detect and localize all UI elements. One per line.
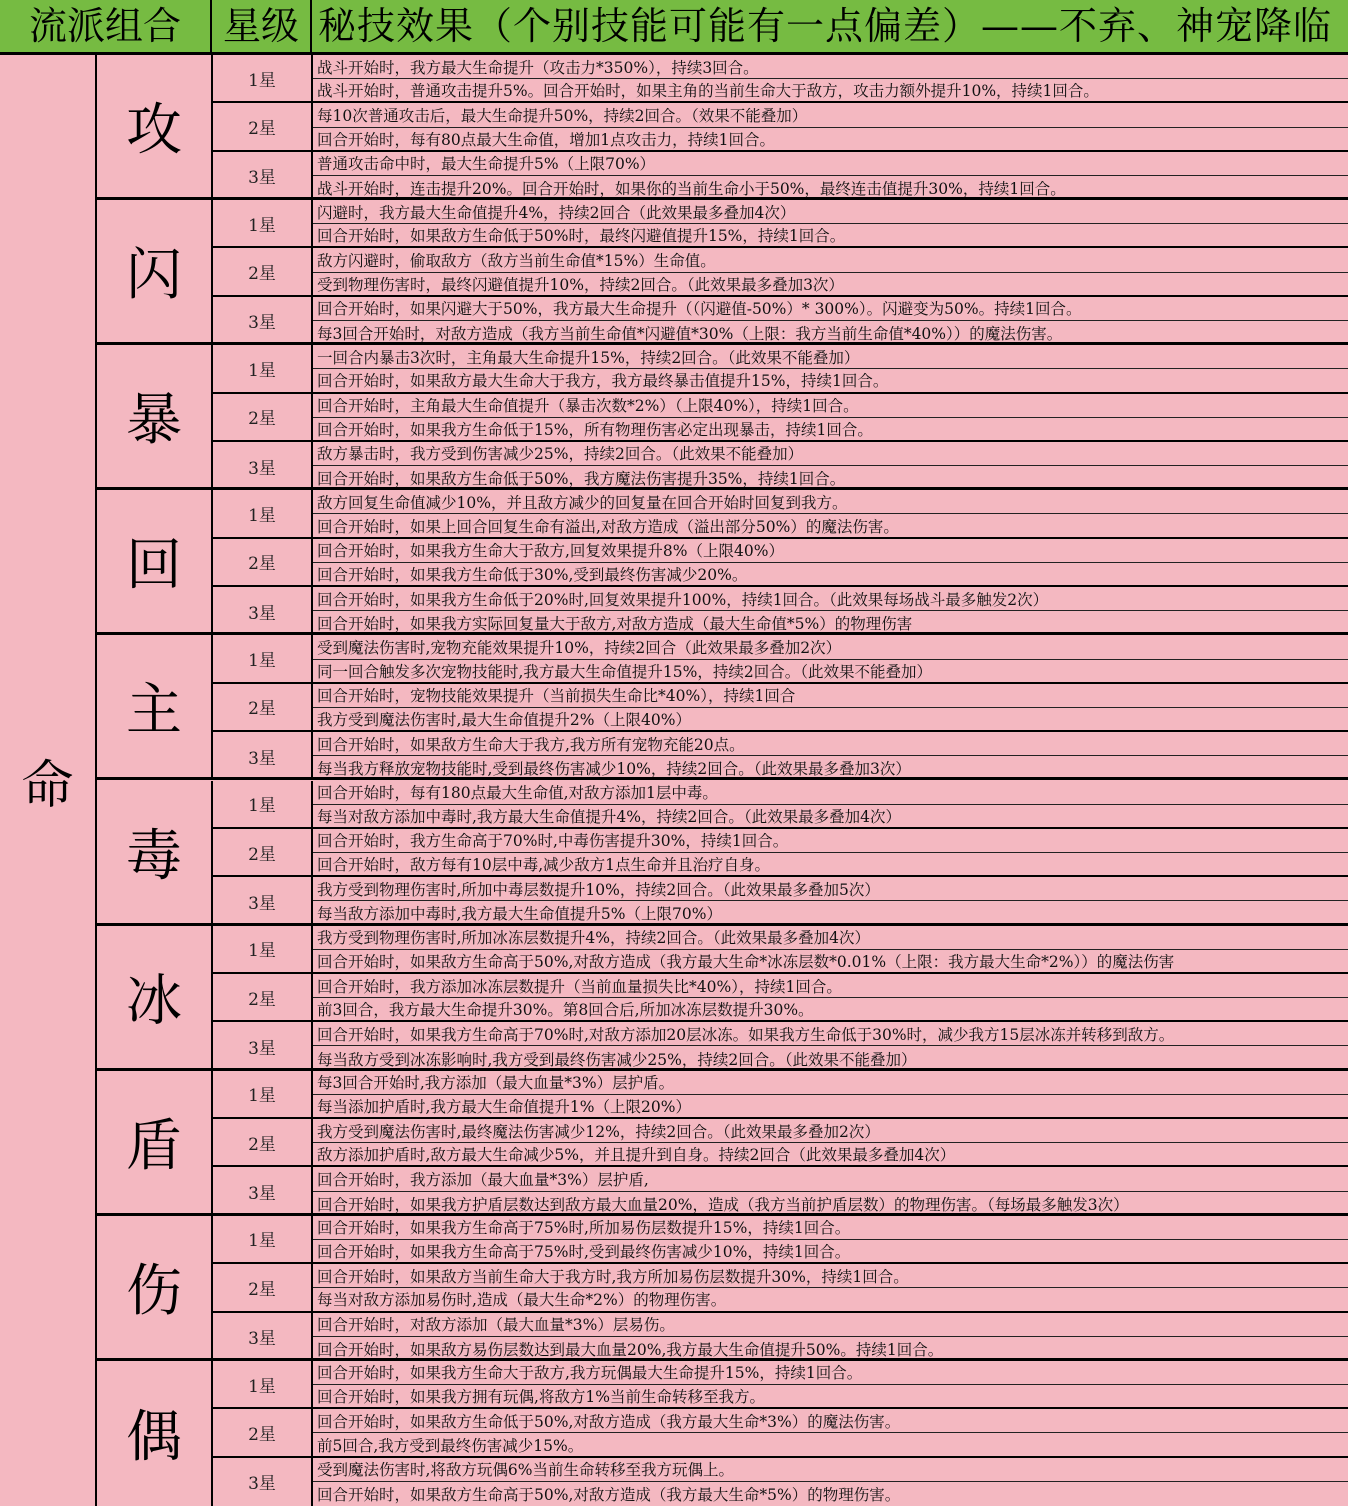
star-level-cell: 2星 <box>213 1409 313 1457</box>
star-level-cell: 2星 <box>213 684 313 732</box>
group-name-cell: 毒 <box>97 781 213 923</box>
header-school: 流派组合 <box>0 0 212 53</box>
effect-cell: 每当对敌方添加易伤时,造成（最大生命*2%）的物理伤害。 <box>313 1288 1348 1312</box>
effect-cell: 回合开始时，如果我方生命高于70%时,对敌方添加20层冰冻。如果我方生命低于30%时，减少我方15层冰冻并转移到敌方。 <box>313 1022 1348 1046</box>
effect-cell: 我方受到物理伤害时,所加中毒层数提升10%，持续2回合。（此效果最多叠加5次） <box>313 877 1348 901</box>
effect-cell: 回合开始时，我方添加（最大血量*3%）层护盾, <box>313 1167 1348 1191</box>
effect-cell: 回合开始时，如果敌方生命高于50%,对敌方造成（我方最大生命*5%）的物理伤害。 <box>317 1485 901 1504</box>
effect-cell: 回合开始时，如果我方生命低于15%，所有物理伤害必定出现暴击，持续1回合。 <box>313 418 1348 442</box>
effect-cell: 回合开始时，如果敌方生命大于我方,我方所有宠物充能20点。 <box>313 732 1348 756</box>
star-level-cell: 3星 <box>213 1458 313 1506</box>
group-name-cell: 盾 <box>97 1071 213 1213</box>
effect-cell: 同一回合触发多次宠物技能时,我方最大生命值提升15%，持续2回合。（此效果不能叠加） <box>313 660 1348 684</box>
header-effect: 秘技效果（个别技能可能有一点偏差）——不弃、神宠降临 <box>318 4 1333 48</box>
effect-cell: 受到魔法伤害时,宠物充能效果提升10%，持续2回合（此效果最多叠加2次） <box>313 635 1348 659</box>
star-level-cell: 3星 <box>213 1167 313 1215</box>
effect-cell: 我方受到魔法伤害时,最大生命值提升2%（上限40%） <box>313 708 1348 732</box>
star-level-cell: 1星 <box>213 781 313 829</box>
star-level-cell: 2星 <box>213 394 313 442</box>
effect-cell: 回合开始时，如果上回合回复生命有溢出,对敌方造成（溢出部分50%）的魔法伤害。 <box>313 514 1348 538</box>
star-level-cell: 1星 <box>213 55 313 103</box>
effect-cell: 回合开始时，如果敌方生命低于50%,对敌方造成（我方最大生命*3%）的魔法伤害。 <box>313 1409 1348 1433</box>
star-level-cell: 3星 <box>213 732 313 780</box>
effect-cell: 每当敌方添加中毒时,我方最大生命值提升5%（上限70%） <box>317 905 722 924</box>
star-level-cell: 2星 <box>213 539 313 587</box>
effect-cell: 回合开始时，每有80点最大生命值，增加1点攻击力，持续1回合。 <box>313 128 1348 152</box>
effect-cell: 前5回合,我方受到最终伤害减少15%。 <box>313 1433 1348 1457</box>
group-name-cell: 暴 <box>97 345 213 487</box>
star-level-cell: 1星 <box>213 490 313 538</box>
star-level-cell: 3星 <box>213 1022 313 1070</box>
star-level-cell: 3星 <box>213 442 313 490</box>
star-level-cell: 3星 <box>213 152 313 200</box>
star-level-cell: 3星 <box>213 1313 313 1361</box>
group-name-cell: 回 <box>97 490 213 632</box>
effect-cell: 回合开始时，如果我方护盾层数达到敌方最大血量20%，造成（我方当前护盾层数）的物理伤害。（每场最多触发3次） <box>317 1195 1129 1214</box>
effect-cell: 每当敌方受到冰冻影响时,我方受到最终伤害减少25%，持续2回合。（此效果不能叠加） <box>317 1050 917 1069</box>
effect-cell: 回合开始时，敌方每有10层中毒,减少敌方1点生命并且治疗自身。 <box>313 853 1348 877</box>
effect-cell: 回合开始时，主角最大生命值提升（暴击次数*2%）（上限40%），持续1回合。 <box>313 394 1348 418</box>
effect-cell: 回合开始时，如果我方拥有玩偶,将敌方1%当前生命转移至我方。 <box>313 1385 1348 1409</box>
effect-cell: 回合开始时，如果敌方当前生命大于我方时,我方所加易伤层数提升30%，持续1回合。 <box>313 1264 1348 1288</box>
star-level-cell: 2星 <box>213 974 313 1022</box>
group-name-cell: 闪 <box>97 200 213 342</box>
star-level-cell: 1星 <box>213 345 313 393</box>
effect-cell: 战斗开始时，普通攻击提升5%。回合开始时，如果主角的当前生命大于敌方，攻击力额外提升10%，持续1回合。 <box>313 79 1348 103</box>
effect-cell: 回合开始时，如果我方生命大于敌方,我方玩偶最大生命提升15%，持续1回合。 <box>313 1361 1348 1385</box>
effect-cell: 一回合内暴击3次时，主角最大生命提升15%，持续2回合。（此效果不能叠加） <box>313 345 1348 369</box>
group-name-cell: 攻 <box>97 55 213 197</box>
main-category-cell: 命 <box>0 55 97 1506</box>
effect-cell: 闪避时，我方最大生命值提升4%，持续2回合（此效果最多叠加4次） <box>313 200 1348 224</box>
group-row <box>97 1216 1348 1361</box>
star-level-cell: 2星 <box>213 1119 313 1167</box>
effect-cell: 回合开始时，如果我方生命高于75%时,受到最终伤害减少10%，持续1回合。 <box>313 1240 1348 1264</box>
effect-cell: 回合开始时，对敌方添加（最大血量*3%）层易伤。 <box>313 1313 1348 1337</box>
star-level-cell: 3星 <box>213 297 313 345</box>
group-row <box>97 490 1348 635</box>
effect-cell: 每当对敌方添加中毒时,我方最大生命值提升4%，持续2回合。（此效果最多叠加4次） <box>313 805 1348 829</box>
effect-cell: 回合开始时，如果敌方生命低于50%时，最终闪避值提升15%，持续1回合。 <box>313 224 1348 248</box>
effect-cell: 每3回合开始时,我方添加（最大血量*3%）层护盾。 <box>313 1071 1348 1095</box>
star-level-cell: 1星 <box>213 1216 313 1264</box>
table-header <box>0 0 1348 55</box>
effect-cell: 每当我方释放宠物技能时,受到最终伤害减少10%，持续2回合。（此效果最多叠加3次） <box>317 760 911 779</box>
header-star-level: 星级 <box>212 0 312 53</box>
effect-cell: 回合开始时，如果敌方最大生命大于我方，我方最终暴击值提升15%，持续1回合。 <box>313 369 1348 393</box>
group-row <box>97 345 1348 490</box>
effect-cell: 每当添加护盾时,我方最大生命值提升1%（上限20%） <box>313 1095 1348 1119</box>
effect-cell: 回合开始时，我方添加冰冻层数提升（当前血量损失比*40%），持续1回合。 <box>313 974 1348 998</box>
star-level-cell: 1星 <box>213 926 313 974</box>
effect-cell: 回合开始时，如果我方生命高于75%时,所加易伤层数提升15%，持续1回合。 <box>313 1216 1348 1240</box>
star-level-cell: 1星 <box>213 635 313 683</box>
effect-cell: 回合开始时，宠物技能效果提升（当前损失生命比*40%），持续1回合 <box>313 684 1348 708</box>
effect-cell: 回合开始时，如果我方生命低于20%时,回复效果提升100%，持续1回合。（此效果每场战斗最多触发2次） <box>313 587 1348 611</box>
star-level-cell: 2星 <box>213 248 313 296</box>
group-row <box>97 635 1348 780</box>
effect-cell: 敌方闪避时，偷取敌方（敌方当前生命值*15%）生命值。 <box>313 248 1348 272</box>
group-row <box>97 200 1348 345</box>
effect-cell: 回合开始时，如果我方实际回复量大于敌方,对敌方造成（最大生命值*5%）的物理伤害 <box>317 615 913 634</box>
effect-cell: 敌方添加护盾时,敌方最大生命减少5%，并且提升到自身。持续2回合（此效果最多叠加4次） <box>313 1143 1348 1167</box>
effect-cell: 回合开始时，如果敌方生命高于50%,对敌方造成（我方最大生命*冰冻层数*0.01%（上限：我方最大生命*2%））的魔法伤害 <box>313 950 1348 974</box>
group-row <box>97 781 1348 926</box>
star-level-cell: 2星 <box>213 103 313 151</box>
effect-cell: 敌方暴击时，我方受到伤害减少25%，持续2回合。（此效果不能叠加） <box>313 442 1348 466</box>
effect-cell: 回合开始时，每有180点最大生命值,对敌方添加1层中毒。 <box>313 781 1348 805</box>
group-row <box>97 1071 1348 1216</box>
effect-cell: 回合开始时，如果敌方易伤层数达到最大血量20%,我方最大生命值提升50%。持续1回合。 <box>317 1340 944 1359</box>
effect-cell: 受到魔法伤害时,将敌方玩偶6%当前生命转移至我方玩偶上。 <box>313 1458 1348 1482</box>
star-level-cell: 2星 <box>213 1264 313 1312</box>
effect-cell: 回合开始时，如果我方生命大于敌方,回复效果提升8%（上限40%） <box>313 539 1348 563</box>
effect-cell: 回合开始时，如果闪避大于50%，我方最大生命提升（（闪避值-50%）* 300%）。闪避变为50%。持续1回合。 <box>313 297 1348 321</box>
group-name-cell: 主 <box>97 635 213 777</box>
effect-cell: 战斗开始时，我方最大生命提升（攻击力*350%），持续3回合。 <box>313 55 1348 79</box>
star-level-cell: 3星 <box>213 877 313 925</box>
effect-cell: 战斗开始时，连击提升20%。回合开始时，如果你的当前生命小于50%，最终连击值提升30%，持续1回合。 <box>317 179 1066 198</box>
effect-cell: 回合开始时，我方生命高于70%时,中毒伤害提升30%，持续1回合。 <box>313 829 1348 853</box>
effect-cell: 回合开始时，如果我方生命低于30%,受到最终伤害减少20%。 <box>313 563 1348 587</box>
effect-cell: 我方受到魔法伤害时,最终魔法伤害减少12%，持续2回合。（此效果最多叠加2次） <box>313 1119 1348 1143</box>
group-row <box>97 1361 1348 1506</box>
effect-cell: 我方受到物理伤害时,所加冰冻层数提升4%，持续2回合。（此效果最多叠加4次） <box>313 926 1348 950</box>
effect-cell: 每10次普通攻击后，最大生命提升50%，持续2回合。（效果不能叠加） <box>313 103 1348 127</box>
group-row <box>97 926 1348 1071</box>
star-level-cell: 1星 <box>213 1361 313 1409</box>
effect-cell: 敌方回复生命值减少10%，并且敌方减少的回复量在回合开始时回复到我方。 <box>313 490 1348 514</box>
star-level-cell: 3星 <box>213 587 313 635</box>
effect-cell: 受到物理伤害时，最终闪避值提升10%，持续2回合。（此效果最多叠加3次） <box>313 273 1348 297</box>
star-level-cell: 1星 <box>213 200 313 248</box>
effect-cell: 每3回合开始时，对敌方造成（我方当前生命值*闪避值*30%（上限：我方当前生命值*40%））的魔法伤害。 <box>317 325 1063 344</box>
star-level-cell: 1星 <box>213 1071 313 1119</box>
group-name-cell: 伤 <box>97 1216 213 1358</box>
group-name-cell: 偶 <box>97 1361 213 1506</box>
star-level-cell: 2星 <box>213 829 313 877</box>
effect-cell: 普通攻击命中时，最大生命提升5%（上限70%） <box>313 152 1348 176</box>
effect-cell: 前3回合，我方最大生命提升30%。第8回合后,所加冰冻层数提升30%。 <box>313 998 1348 1022</box>
effect-cell: 回合开始时，如果敌方生命低于50%，我方魔法伤害提升35%，持续1回合。 <box>317 470 846 489</box>
group-row <box>97 55 1348 200</box>
group-name-cell: 冰 <box>97 926 213 1068</box>
